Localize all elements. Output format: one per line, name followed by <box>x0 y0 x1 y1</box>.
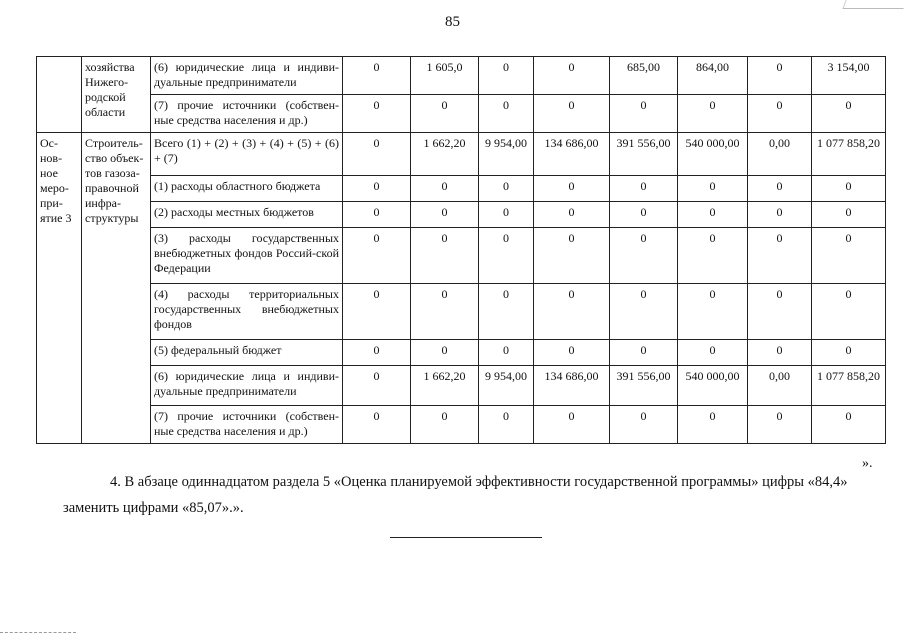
value-cell: 0 <box>678 202 748 228</box>
value-cell: 0 <box>748 202 812 228</box>
event-name-cell: Строитель-ство объек-тов газоза-правочной инфра-структуры <box>82 133 151 444</box>
table-row <box>37 340 886 366</box>
value-cell: 0 <box>678 95 748 133</box>
value-cell: 391 556,00 <box>610 133 678 176</box>
value-cell: 0 <box>534 340 610 366</box>
source-label: (3) расходы государственных внебюджетных фондов Россий-ской Федерации <box>151 228 343 284</box>
value-cell: 0 <box>479 228 534 284</box>
value-cell: 0 <box>812 406 886 444</box>
table-row <box>37 366 886 406</box>
value-cell: 0 <box>748 176 812 202</box>
funding-table <box>36 56 886 444</box>
value-cell: 0 <box>411 284 479 340</box>
value-cell: 0 <box>748 95 812 133</box>
value-cell: 0 <box>534 284 610 340</box>
amendment-paragraph-line-1: 4. В абзаце одиннадцатом раздела 5 «Оценка планируемой эффективности государственной программы» цифры «84,4» <box>110 474 848 490</box>
value-cell: 0 <box>610 95 678 133</box>
value-cell: 0 <box>748 340 812 366</box>
value-cell: 1 662,20 <box>411 133 479 176</box>
program-name-cell: хозяйства Нижего-родской области <box>82 57 151 133</box>
table-row <box>37 202 886 228</box>
table-row <box>37 133 886 176</box>
value-cell: 0 <box>812 340 886 366</box>
value-cell: 0 <box>534 228 610 284</box>
value-cell: 0 <box>678 176 748 202</box>
value-cell: 1 662,20 <box>411 366 479 406</box>
value-cell: 0 <box>343 284 411 340</box>
value-cell: 1 077 858,20 <box>812 366 886 406</box>
value-cell: 0 <box>479 284 534 340</box>
value-cell: 0 <box>610 284 678 340</box>
value-cell: 0 <box>343 133 411 176</box>
value-cell: 0 <box>479 176 534 202</box>
value-cell: 0 <box>812 95 886 133</box>
value-cell: 0 <box>812 284 886 340</box>
value-cell: 0 <box>411 176 479 202</box>
value-cell: 0 <box>479 340 534 366</box>
value-cell: 0 <box>812 228 886 284</box>
value-cell: 1 605,0 <box>411 57 479 95</box>
value-cell: 685,00 <box>610 57 678 95</box>
value-cell: 0 <box>343 228 411 284</box>
value-cell: 0 <box>343 57 411 95</box>
scan-edge-artifact <box>842 0 905 9</box>
separator-rule <box>390 537 542 538</box>
value-cell: 0 <box>610 228 678 284</box>
event-cell: Ос-нов-ное меро-при-ятие 3 <box>37 133 82 444</box>
value-cell: 540 000,00 <box>678 133 748 176</box>
value-cell: 0 <box>534 176 610 202</box>
source-label: (7) прочие источники (собствен-ные средства населения и др.) <box>151 95 343 133</box>
value-cell: 0 <box>534 95 610 133</box>
table-row <box>37 228 886 284</box>
value-cell: 0 <box>534 57 610 95</box>
value-cell: 9 954,00 <box>479 366 534 406</box>
page-number: 85 <box>445 14 460 30</box>
value-cell: 9 954,00 <box>479 133 534 176</box>
source-label: (1) расходы областного бюджета <box>151 176 343 202</box>
value-cell: 0 <box>610 406 678 444</box>
value-cell: 134 686,00 <box>534 366 610 406</box>
source-label: (5) федеральный бюджет <box>151 340 343 366</box>
source-label: (7) прочие источники (собствен-ные средства населения и др.) <box>151 406 343 444</box>
table-row <box>37 95 886 133</box>
value-cell: 0 <box>343 95 411 133</box>
value-cell: 0 <box>411 340 479 366</box>
value-cell: 0 <box>748 406 812 444</box>
value-cell: 0 <box>479 57 534 95</box>
value-cell: 0 <box>678 284 748 340</box>
event-cell-empty <box>37 57 82 133</box>
value-cell: 540 000,00 <box>678 366 748 406</box>
value-cell: 0 <box>343 340 411 366</box>
value-cell: 0 <box>748 57 812 95</box>
value-cell: 0 <box>534 202 610 228</box>
value-cell: 864,00 <box>678 57 748 95</box>
value-cell: 0 <box>610 202 678 228</box>
value-cell: 0 <box>678 406 748 444</box>
source-label: (6) юридические лица и индиви-дуальные предприниматели <box>151 57 343 95</box>
value-cell: 0 <box>343 202 411 228</box>
value-cell: 0 <box>748 228 812 284</box>
value-cell: 0 <box>479 406 534 444</box>
value-cell: 0 <box>411 228 479 284</box>
value-cell: 0 <box>343 406 411 444</box>
source-label: (2) расходы местных бюджетов <box>151 202 343 228</box>
value-cell: 0 <box>812 176 886 202</box>
value-cell: 0 <box>411 406 479 444</box>
value-cell: 0 <box>479 202 534 228</box>
table-row <box>37 406 886 444</box>
value-cell: 0,00 <box>748 133 812 176</box>
value-cell: 1 077 858,20 <box>812 133 886 176</box>
value-cell: 0 <box>610 340 678 366</box>
value-cell: 391 556,00 <box>610 366 678 406</box>
source-label: Всего (1) + (2) + (3) + (4) + (5) + (6) + (7) <box>151 133 343 176</box>
table-row <box>37 284 886 340</box>
amendment-paragraph-line-2: заменить цифрами «85,07».». <box>63 500 244 516</box>
value-cell: 0 <box>678 228 748 284</box>
value-cell: 0 <box>534 406 610 444</box>
value-cell: 0 <box>748 284 812 340</box>
table-row <box>37 57 886 95</box>
value-cell: 3 154,00 <box>812 57 886 95</box>
value-cell: 0 <box>479 95 534 133</box>
value-cell: 0 <box>411 202 479 228</box>
value-cell: 0,00 <box>748 366 812 406</box>
value-cell: 0 <box>411 95 479 133</box>
value-cell: 0 <box>678 340 748 366</box>
value-cell: 0 <box>812 202 886 228</box>
value-cell: 0 <box>343 176 411 202</box>
value-cell: 0 <box>343 366 411 406</box>
source-label: (4) расходы территориальных государственных внебюджетных фондов <box>151 284 343 340</box>
source-label: (6) юридические лица и индиви-дуальные предприниматели <box>151 366 343 406</box>
value-cell: 0 <box>610 176 678 202</box>
closing-quote-mark: ». <box>862 456 873 471</box>
table-row <box>37 176 886 202</box>
scan-edge-artifact <box>0 632 76 633</box>
value-cell: 134 686,00 <box>534 133 610 176</box>
